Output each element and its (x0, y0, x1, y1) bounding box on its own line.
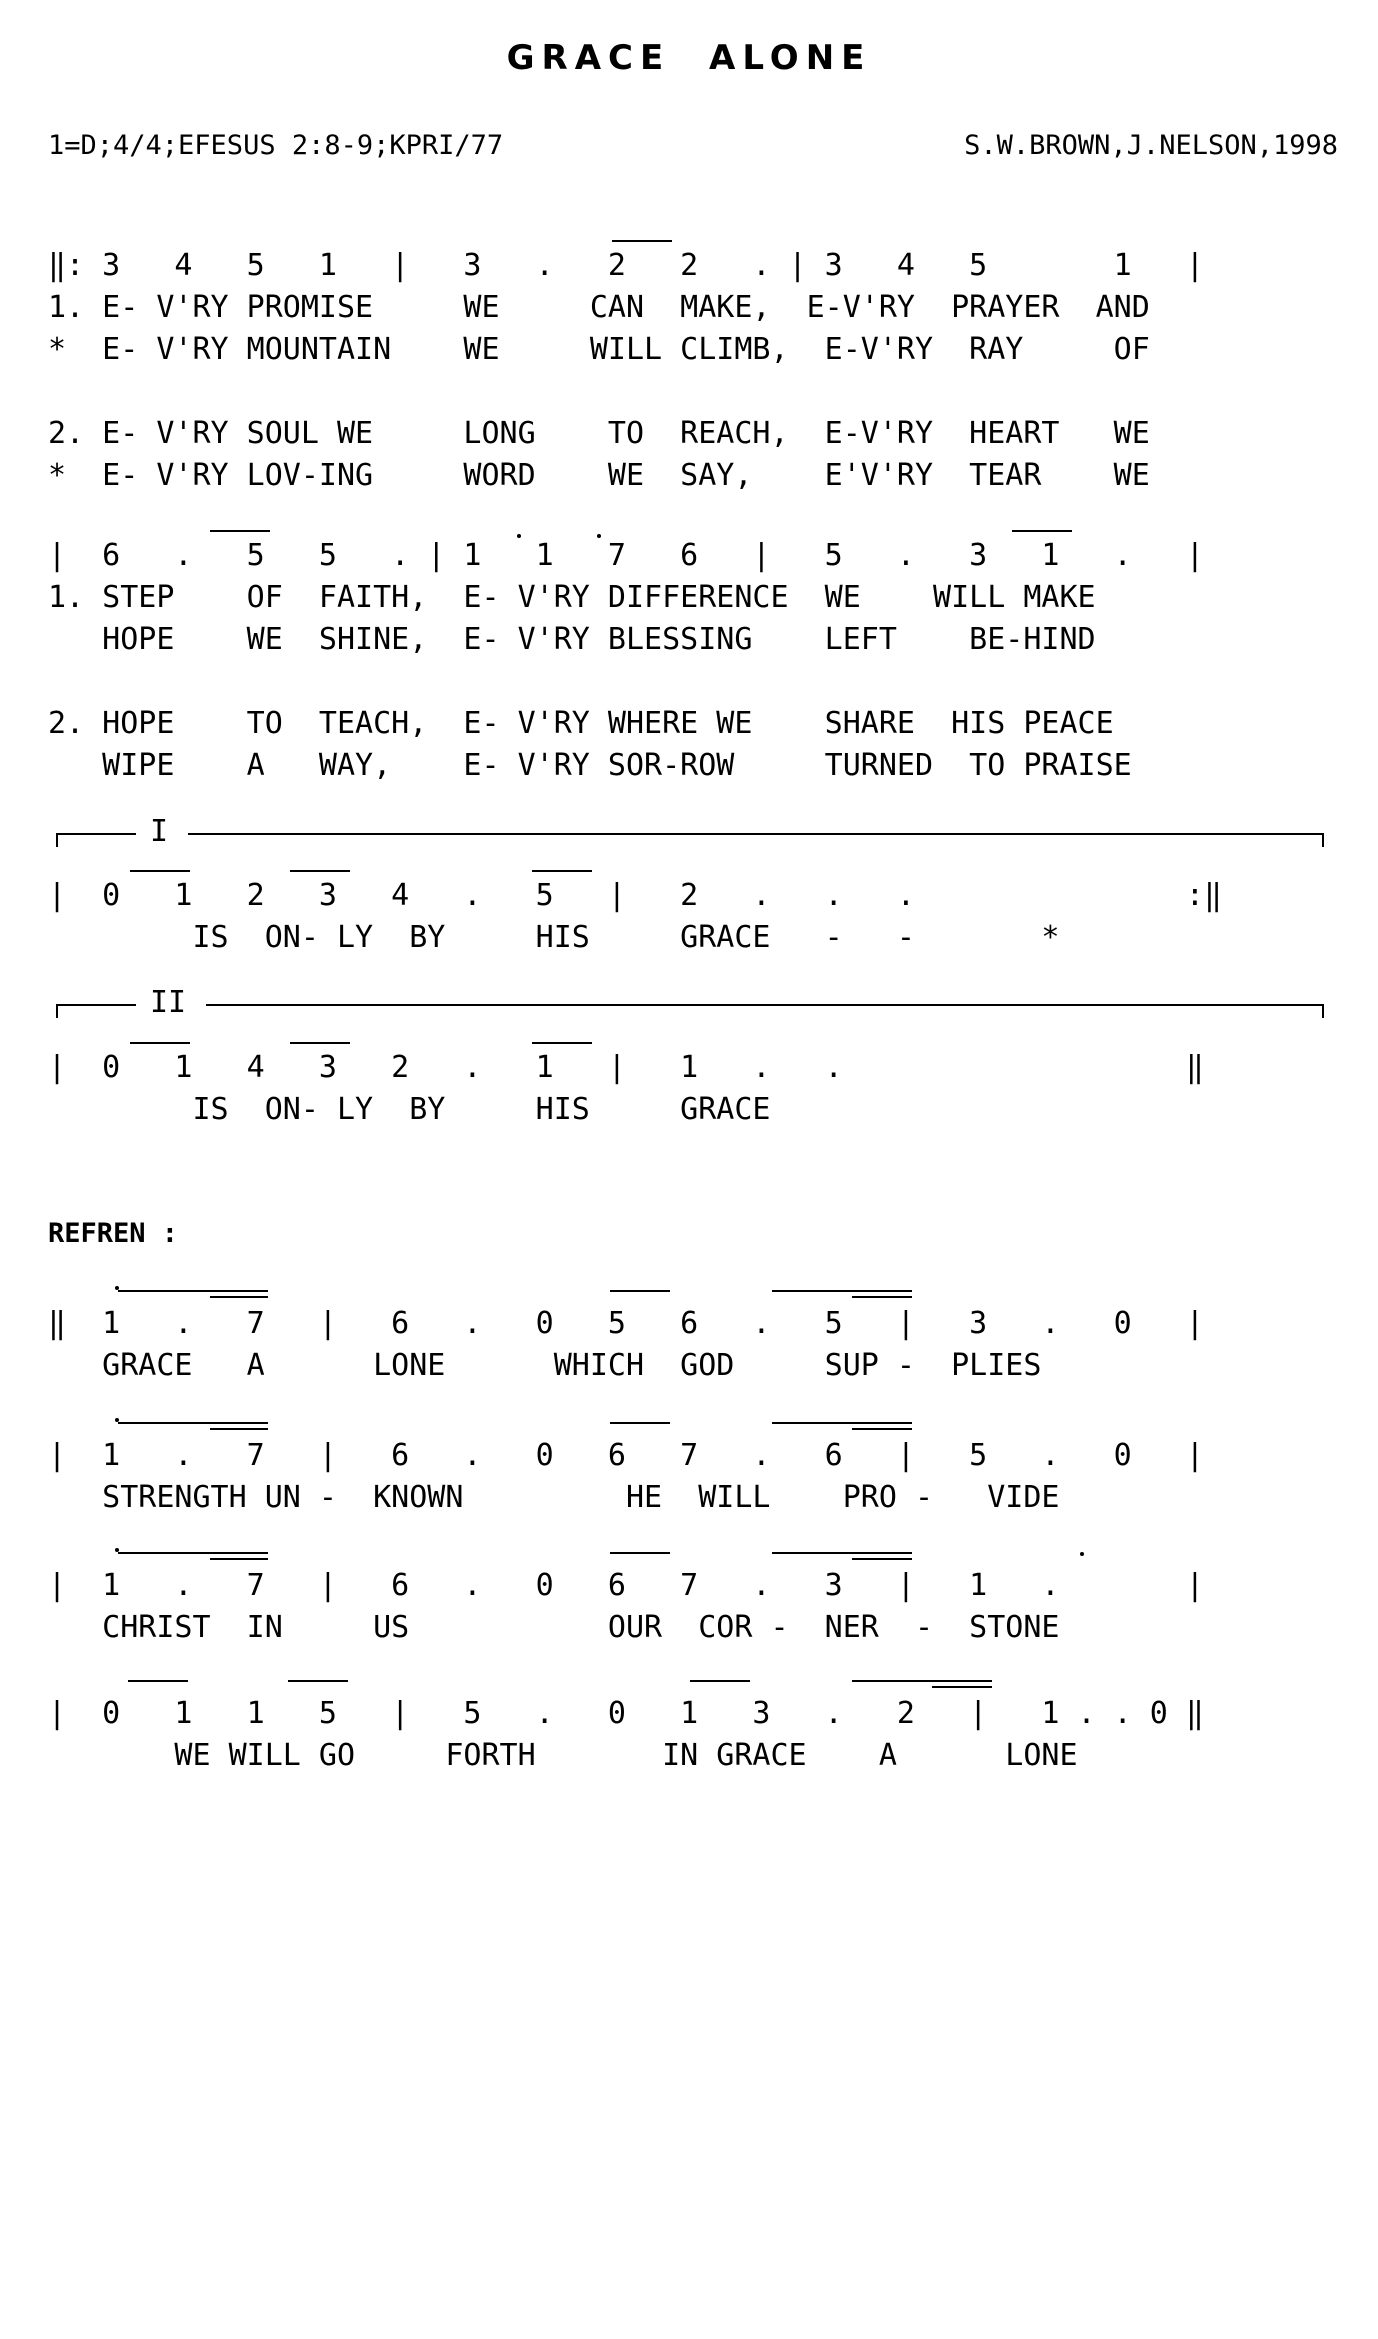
octave-dot (1080, 1552, 1084, 1556)
verse-row1-lyrics-3: 2. E- V'RY SOUL WE LONG TO REACH, E-V'RY HEART WE (48, 416, 1150, 451)
beam (290, 870, 350, 872)
verse-row2-lyrics-1: 1. STEP OF FAITH, E- V'RY DIFFERENCE WE WILL MAKE (48, 580, 1096, 615)
beam (118, 1290, 268, 1292)
refrain-label: REFREN : (48, 1218, 179, 1249)
beam (610, 1552, 670, 1554)
ending-bracket (56, 1004, 58, 1018)
beam (210, 530, 270, 532)
beam (210, 1558, 268, 1560)
beam (210, 1428, 268, 1430)
ending1-label: I (150, 814, 169, 849)
refrain-row3-notes: | 1 . 7 | 6 . 0 6 7 . 3 | 1 . | (48, 1568, 1204, 1603)
refrain-row4-notes: | 0 1 1 5 | 5 . 0 1 3 . 2 | 1 . . 0 ‖ (48, 1696, 1204, 1731)
verse-row2-notes: | 6 . 5 5 . | 1 1 7 6 | 5 . 3 1 . | (48, 538, 1204, 573)
beam (772, 1290, 912, 1292)
beam (118, 1422, 268, 1424)
octave-dot (597, 534, 601, 538)
octave-dot (517, 534, 521, 538)
beam (690, 1680, 750, 1682)
beam (852, 1680, 992, 1682)
refrain-row1-lyrics: GRACE A LONE WHICH GOD SUP - PLIES (48, 1348, 1042, 1383)
beam (210, 1296, 268, 1298)
refrain-row1-notes: ‖ 1 . 7 | 6 . 0 5 6 . 5 | 3 . 0 | (48, 1306, 1204, 1341)
beam (532, 870, 592, 872)
ending-bracket (188, 833, 1324, 835)
beam (118, 1552, 268, 1554)
verse-row1-lyrics-2: * E- V'RY MOUNTAIN WE WILL CLIMB, E-V'RY RAY OF (48, 332, 1150, 367)
refrain-row2-notes: | 1 . 7 | 6 . 0 6 7 . 6 | 5 . 0 | (48, 1438, 1204, 1473)
ending2-label: II (150, 985, 187, 1020)
beam (1012, 530, 1072, 532)
beam (852, 1428, 912, 1430)
ending-bracket (1322, 1004, 1324, 1018)
ending2-lyrics: IS ON- LY BY HIS GRACE (48, 1092, 771, 1127)
ending-bracket (56, 1004, 136, 1006)
refrain-row3-lyrics: CHRIST IN US OUR COR - NER - STONE (48, 1610, 1060, 1645)
ending1-notes: | 0 1 2 3 4 . 5 | 2 . . . :‖ (48, 878, 1222, 913)
beam (532, 1042, 592, 1044)
ending2-notes: | 0 1 4 3 2 . 1 | 1 . . ‖ (48, 1050, 1204, 1085)
beam (128, 1680, 188, 1682)
beam (852, 1558, 912, 1560)
verse-row1-lyrics-1: 1. E- V'RY PROMISE WE CAN MAKE, E-V'RY PRAYER AND (48, 290, 1150, 325)
beam (610, 1422, 670, 1424)
beam (610, 1290, 670, 1292)
refrain-row4-lyrics: WE WILL GO FORTH IN GRACE A LONE (48, 1738, 1078, 1773)
verse-row2-lyrics-2: HOPE WE SHINE, E- V'RY BLESSING LEFT BE-HIND (48, 622, 1096, 657)
beam (772, 1422, 912, 1424)
beam (130, 1042, 190, 1044)
beam (288, 1680, 348, 1682)
ending-bracket (56, 833, 58, 847)
verse-row1-lyrics-4: * E- V'RY LOV-ING WORD WE SAY, E'V'RY TEAR WE (48, 458, 1150, 493)
beam (130, 870, 190, 872)
verse-row2-lyrics-3: 2. HOPE TO TEACH, E- V'RY WHERE WE SHARE HIS PEACE (48, 706, 1114, 741)
refrain-row2-lyrics: STRENGTH UN - KNOWN HE WILL PRO - VIDE (48, 1480, 1060, 1515)
verse-row2-lyrics-4: WIPE A WAY, E- V'RY SOR-ROW TURNED TO PRAISE (48, 748, 1132, 783)
ending1-lyrics: IS ON- LY BY HIS GRACE - - * (48, 920, 1060, 955)
song-authors: S.W.BROWN,J.NELSON,1998 (964, 130, 1338, 161)
ending-bracket (56, 833, 136, 835)
beam (290, 1042, 350, 1044)
ending-bracket (1322, 833, 1324, 847)
beam (772, 1552, 912, 1554)
song-key-info: 1=D;4/4;EFESUS 2:8-9;KPRI/77 (48, 130, 504, 161)
beam (612, 240, 672, 242)
beam (932, 1686, 992, 1688)
verse-row1-notes: ‖: 3 4 5 1 | 3 . 2 2 . | 3 4 5 1 | (48, 248, 1204, 283)
ending-bracket (206, 1004, 1324, 1006)
song-title: GRACE ALONE (506, 38, 872, 78)
beam (852, 1296, 912, 1298)
